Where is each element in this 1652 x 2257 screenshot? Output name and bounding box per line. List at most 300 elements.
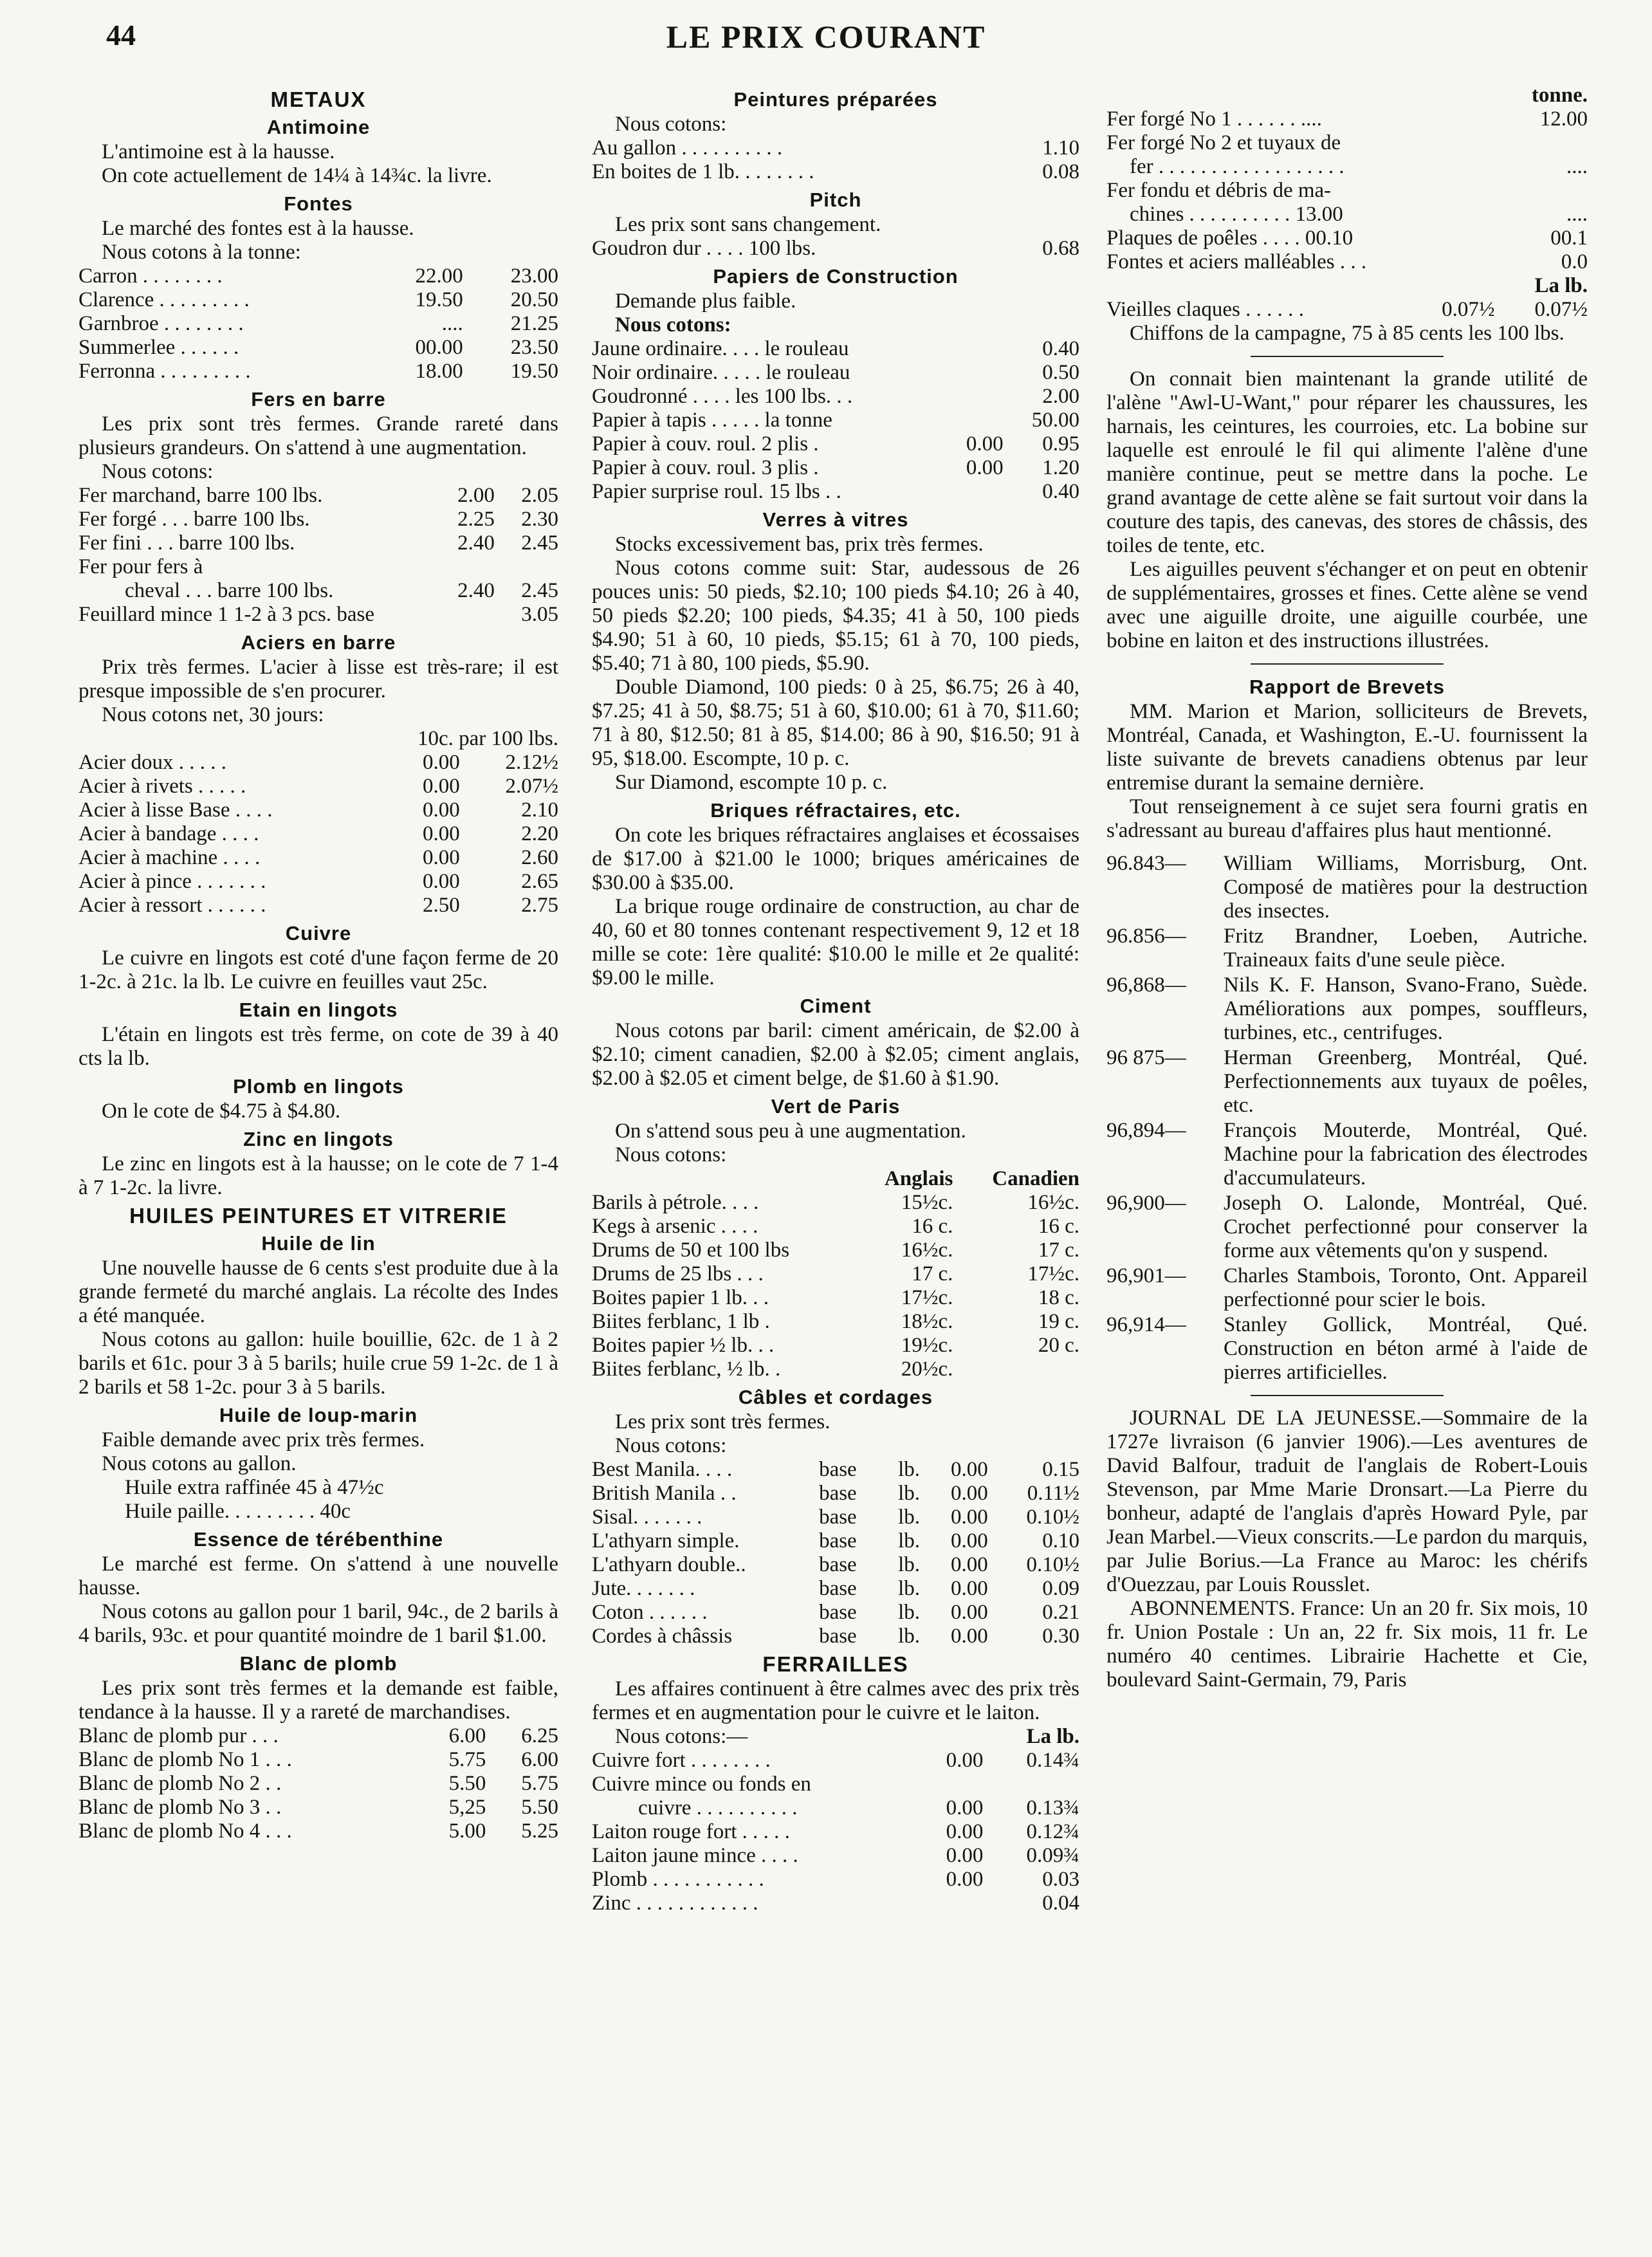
heading-peintures: Peintures préparées [733, 88, 938, 111]
price-low: 0.00 [422, 798, 460, 822]
paragraph: Une nouvelle hausse de 6 cents s'est produite due à la grande fermeté du marché anglais. La récolte des Indes a été manquée. [78, 1257, 558, 1327]
table-row [592, 1796, 1079, 1820]
row-label: Fer fini . . . barre 100 lbs. [78, 531, 295, 555]
price-high: 21.25 [510, 312, 558, 335]
price-high: 0.14¾ [1026, 1749, 1079, 1772]
price-high: 19.50 [510, 360, 558, 383]
price-high: 5.25 [521, 1819, 558, 1843]
table-row [78, 603, 558, 627]
price-low: 5.75 [448, 1748, 486, 1771]
price-low: 0.00 [946, 1749, 984, 1772]
price-line: Huile paille. . . . . . . . . 40c [125, 1500, 351, 1523]
row-label: Papier surprise roul. 15 lbs . . [592, 480, 841, 503]
unit-base: base [819, 1482, 857, 1505]
price-high: 0.04 [1042, 1892, 1079, 1915]
paragraph: L'étain en lingots est très ferme, on cote de 39 à 40 cts la lb. [78, 1023, 558, 1070]
table-row [592, 1310, 1079, 1334]
table-row [592, 136, 1079, 160]
row-label: Fer pour fers à [78, 555, 203, 578]
table-row [78, 508, 558, 531]
price-canadien: 17 c. [1038, 1239, 1079, 1262]
price-anglais: 20½c. [901, 1358, 953, 1381]
price-high: 2.20 [521, 822, 558, 845]
price-low: 0.00 [422, 822, 460, 845]
unit-lb: lb. [898, 1529, 921, 1552]
patent-number: 96,894— [1106, 1119, 1186, 1142]
table-row [78, 1796, 558, 1819]
row-label: Biites ferblanc, ½ lb. . [592, 1358, 781, 1381]
row-label: Ferronna . . . . . . . . . [78, 360, 251, 383]
row-label: Barils à pétrole. . . . [592, 1191, 759, 1214]
row-label: Acier à bandage . . . . [78, 822, 259, 845]
row-label: Best Manila. . . . [592, 1458, 733, 1481]
price-high: 0.10½ [1026, 1506, 1079, 1529]
column-left [78, 84, 558, 1843]
table-row [592, 1553, 1079, 1577]
table-row [592, 361, 1079, 385]
price: 12.00 [1539, 107, 1588, 131]
price-low [941, 361, 1003, 385]
table-row [78, 579, 558, 603]
price-canadien: 18 c. [1038, 1286, 1079, 1309]
subheading: Nous cotons: [615, 1143, 727, 1166]
row-label: Plaques de poêles . . . . 00.10 [1106, 226, 1354, 250]
row-label: Papier à tapis . . . . . la tonne [592, 409, 832, 432]
list-item [1106, 925, 1588, 972]
unit-label: La lb. [1026, 1725, 1079, 1748]
list-item [1106, 973, 1588, 1045]
unit-lb: lb. [898, 1601, 921, 1624]
unit-lb: lb. [898, 1577, 921, 1600]
column-header: Canadien [992, 1167, 1079, 1190]
table-row [78, 1724, 558, 1748]
price-table-fer-forge [1106, 107, 1588, 274]
table-row [592, 480, 1079, 504]
unit-lb: lb. [898, 1482, 921, 1505]
heading-papiers: Papiers de Construction [713, 265, 959, 288]
heading-fontes: Fontes [284, 192, 353, 215]
price-anglais: 15½c. [901, 1191, 953, 1214]
unit-label: tonne. [1531, 84, 1588, 107]
unit-base: base [819, 1625, 857, 1648]
column-right [1106, 84, 1588, 1692]
table-row [1106, 179, 1588, 203]
table-row [1106, 131, 1588, 155]
paragraph: Les prix sont très fermes et la demande est faible, tendance à la hausse. Il y a rareté de marchandises. [78, 1677, 558, 1724]
table-row [1106, 107, 1588, 131]
table-row [592, 1262, 1079, 1286]
price-low: 0.00 [951, 1625, 988, 1648]
heading-terebenthine: Essence de térébenthine [193, 1528, 444, 1551]
row-label: Clarence . . . . . . . . . [78, 288, 250, 311]
price: 0.68 [1042, 237, 1079, 260]
price-high: 2.05 [521, 484, 558, 507]
row-label: Coton . . . . . . [592, 1601, 708, 1624]
paragraph: Les prix sont très fermes. [615, 1410, 831, 1433]
row-label: Fer forgé No 2 et tuyaux de [1106, 131, 1341, 154]
price-high: 0.21 [1042, 1601, 1079, 1624]
price-high: 1.20 [1042, 456, 1079, 479]
row-label: Blanc de plomb No 3 . . [78, 1796, 282, 1819]
table-row [1106, 250, 1588, 274]
divider [1251, 1395, 1444, 1396]
paragraph: Faible demande avec prix très fermes. [102, 1428, 425, 1451]
price-low: 00.00 [415, 336, 463, 359]
price-high: 0.95 [1042, 432, 1079, 456]
price-low [941, 337, 1003, 361]
price-table-vert [592, 1167, 1079, 1381]
unit-base: base [819, 1601, 857, 1624]
unit-base: base [819, 1553, 857, 1576]
paragraph: On s'attend sous peu à une augmentation. [615, 1119, 966, 1143]
price-high: 0.10½ [1026, 1553, 1079, 1576]
price-table-fontes [78, 264, 558, 383]
row-label: cheval . . . barre 100 lbs. [125, 579, 334, 602]
row-label: Summerlee . . . . . . [78, 336, 239, 359]
paragraph: Nous cotons par baril: ciment américain, de $2.00 à $2.10; ciment canadien, $2.00 à $2.05; ciment anglais, $2.00 à $2.05 et ciment belge, de $1.60 à $1.90. [592, 1019, 1079, 1090]
row-label: Fer fondu et débris de ma- [1106, 179, 1332, 202]
table-row [592, 409, 1079, 432]
price-low: 0.00 [422, 751, 460, 774]
subheading: Nous cotons:— [615, 1725, 748, 1748]
price-low: 5.50 [448, 1772, 486, 1795]
table-row [78, 775, 558, 798]
table-row [78, 870, 558, 894]
unit-label: La lb. [1534, 274, 1588, 297]
price [1501, 131, 1588, 155]
table-row [1106, 203, 1588, 226]
price-low: 0.00 [946, 1844, 984, 1867]
table-row [78, 798, 558, 822]
table-row [78, 288, 558, 312]
table-row [592, 1334, 1079, 1358]
row-label: Noir ordinaire. . . . . le rouleau [592, 361, 850, 384]
unit-lb: lb. [898, 1458, 921, 1481]
row-label: chines . . . . . . . . . . 13.00 [1130, 203, 1343, 226]
divider [1251, 356, 1444, 357]
table-row [78, 1748, 558, 1772]
unit-lb: lb. [898, 1506, 921, 1529]
row-label: Drums de 25 lbs . . . [592, 1262, 764, 1285]
patent-text: Herman Greenberg, Montréal, Qué. Perfectionnements aux tuyaux de poêles, etc. [1224, 1046, 1588, 1117]
row-label: Fer marchand, barre 100 lbs. [78, 484, 323, 507]
price-canadien: 16 c. [1038, 1215, 1079, 1238]
price-low: 0.07½ [1442, 298, 1495, 321]
table-row [1106, 298, 1588, 322]
price-high: 2.75 [521, 894, 558, 917]
table-row [78, 336, 558, 360]
price: .... [1566, 203, 1588, 226]
table-row [592, 160, 1079, 184]
row-label: Acier à lisse Base . . . . [78, 798, 273, 822]
row-label: Garnbroe . . . . . . . . [78, 312, 244, 335]
heading-briques: Briques réfractaires, etc. [710, 799, 961, 822]
table-row [592, 1601, 1079, 1625]
row-label: Acier à rivets . . . . . [78, 775, 246, 798]
table-row [592, 432, 1079, 456]
price-high: 0.30 [1042, 1625, 1079, 1648]
patent-number: 96.843— [1106, 852, 1186, 875]
price-low: 2.40 [457, 579, 495, 602]
subheading: Nous cotons: [615, 113, 727, 136]
price: 0.08 [1042, 160, 1079, 183]
price-low: .... [441, 312, 463, 335]
row-label: Boites papier ½ lb. . . [592, 1334, 775, 1357]
row-label: Fer forgé . . . barre 100 lbs. [78, 508, 310, 531]
list-item [1106, 1192, 1588, 1263]
price-high: 0.13¾ [1026, 1796, 1079, 1819]
table-row [592, 1358, 1079, 1381]
paragraph: Nous cotons au gallon. [102, 1452, 297, 1475]
paragraph: Le zinc en lingots est à la hausse; on le cote de 7 1-4 à 7 1-2c. la livre. [78, 1152, 558, 1199]
paragraph: On cote les briques réfractaires anglaises et écossaises de $17.00 à $21.00 le 1000; briques américaines de $30.00 à $35.00. [592, 824, 1079, 894]
paragraph: Nous cotons au gallon pour 1 baril, 94c., de 2 barils à 4 barils, 93c. et pour quantité moindre de 1 baril $1.00. [78, 1600, 558, 1647]
price-high: 6.25 [521, 1724, 558, 1747]
row-label: Blanc de plomb No 2 . . [78, 1772, 282, 1795]
list-item [1106, 1119, 1588, 1190]
table-row [1106, 155, 1588, 179]
price-low: 0.00 [951, 1577, 988, 1600]
section-heading-metaux: METAUX [270, 88, 367, 111]
price-low: 0.00 [951, 1458, 988, 1481]
row-label: Fontes et aciers malléables . . . [1106, 250, 1367, 273]
price-low: 0.00 [951, 1506, 988, 1529]
price-low: 19.50 [415, 288, 463, 311]
price-high: 6.00 [521, 1748, 558, 1771]
table-row [78, 531, 558, 555]
paragraph: On le cote de $4.75 à $4.80. [102, 1100, 341, 1123]
price-low [941, 480, 1003, 504]
table-row [78, 1772, 558, 1796]
paragraph: Le marché est ferme. On s'attend à une nouvelle hausse. [78, 1552, 558, 1599]
heading-zinc: Zinc en lingots [243, 1128, 394, 1150]
price-high: 23.00 [510, 264, 558, 288]
row-label: Au gallon . . . . . . . . . . [592, 136, 783, 160]
paragraph: On cote actuellement de 14¼ à 14¾c. la livre. [102, 164, 492, 187]
price-anglais: 17 c. [912, 1262, 953, 1285]
price-table-cables [592, 1458, 1079, 1648]
paragraph: MM. Marion et Marion, solliciteurs de Brevets, Montréal, Canada, et Washington, E.-U. fournissent la liste suivante de brevets canadiens obtenus par leur entremise durant la semaine dernière. [1106, 700, 1588, 795]
price-table-claques [1106, 298, 1588, 322]
heading-antimoine: Antimoine [266, 116, 371, 138]
row-label: Blanc de plomb pur . . . [78, 1724, 279, 1747]
unit-lb: lb. [898, 1553, 921, 1576]
price-table-fers [78, 484, 558, 627]
row-label: L'athyarn double.. [592, 1553, 746, 1576]
price-high: 2.10 [521, 798, 558, 822]
row-label: Blanc de plomb No 1 . . . [78, 1748, 292, 1771]
table-header-row [592, 1725, 1079, 1749]
price: .... [1566, 155, 1588, 178]
heading-ciment: Ciment [800, 995, 872, 1017]
price-table-aciers [78, 751, 558, 917]
section-heading-ferrailles: FERRAILLES [762, 1652, 909, 1676]
price-canadien: 20 c. [1038, 1334, 1079, 1357]
price-low: 2.40 [457, 531, 495, 555]
page-number: 44 [106, 19, 136, 51]
heading-vert-de-paris: Vert de Paris [771, 1095, 901, 1118]
price-low: 2.50 [422, 894, 460, 917]
paragraph: Les aiguilles peuvent s'échanger et on peut en obtenir de supplémentaires, grosses et fines. Cette alène se vend avec une aiguille droite, une aiguille courbée, une bobine en laiton et des instructions illustrées. [1106, 558, 1588, 652]
row-label: Papier à couv. roul. 2 plis . [592, 432, 819, 456]
row-label: Kegs à arsenic . . . . [592, 1215, 758, 1238]
paragraph: Les prix sont très fermes. Grande rareté dans plusieurs grandeurs. On s'attend à une augmentation. [78, 412, 558, 459]
price-low: 0.00 [951, 1482, 988, 1505]
paragraph: Nous cotons à la tonne: [102, 241, 301, 264]
heading-etain: Etain en lingots [239, 999, 398, 1021]
table-row [592, 1286, 1079, 1310]
price-high: 2.30 [521, 508, 558, 531]
row-label: Blanc de plomb No 4 . . . [78, 1819, 292, 1843]
patent-text: Charles Stambois, Toronto, Ont. Appareil perfectionné pour scier le bois. [1224, 1264, 1588, 1311]
row-label: Jute. . . . . . . [592, 1577, 695, 1600]
table-row [78, 555, 558, 579]
price-low [941, 385, 1003, 409]
row-label: Goudron dur . . . . 100 lbs. [592, 237, 816, 260]
paragraph: Demande plus faible. [615, 290, 796, 313]
row-label: cuivre . . . . . . . . . . [638, 1796, 798, 1819]
table-row [592, 1749, 1079, 1773]
price-high: 5.50 [521, 1796, 558, 1819]
price-anglais: 18½c. [901, 1310, 953, 1333]
price-high: 0.09¾ [1026, 1844, 1079, 1867]
price [1501, 179, 1588, 203]
price-low: 18.00 [415, 360, 463, 383]
paragraph: Tout renseignement à ce sujet sera fourni gratis en s'adressant au bureau d'affaires plus haut mentionné. [1106, 795, 1588, 842]
table-row [592, 1482, 1079, 1506]
row-label: Sisal. . . . . . . [592, 1506, 702, 1529]
table-row [592, 1820, 1079, 1844]
paragraph: Chiffons de la campagne, 75 à 85 cents les 100 lbs. [1130, 322, 1565, 345]
table-row [592, 1458, 1079, 1482]
paragraph: Stocks excessivement bas, prix très fermes. [615, 533, 984, 556]
patent-number: 96.856— [1106, 925, 1186, 948]
patent-text: William Williams, Morrisburg, Ont. Composé de matières pour la destruction des insectes. [1224, 852, 1588, 923]
price-high: 0.12¾ [1026, 1820, 1079, 1843]
unit-base: base [819, 1577, 857, 1600]
table-row [592, 385, 1079, 409]
price-low: 5,25 [448, 1796, 486, 1819]
price-high: 0.40 [1042, 337, 1079, 360]
paragraph: Prix très fermes. L'acier à lisse est très-rare; il est presque impossible de s'en procurer. [78, 656, 558, 703]
patent-text: Joseph O. Lalonde, Montréal, Qué. Crochet perfectionné pour conserver la forme aux vêtements qu'on y suspend. [1224, 1192, 1588, 1262]
price-low: 6.00 [448, 1724, 486, 1747]
unit-base: base [819, 1458, 857, 1481]
list-item [1106, 1046, 1588, 1118]
price-canadien: 19 c. [1038, 1310, 1079, 1333]
row-label: Drums de 50 et 100 lbs [592, 1239, 790, 1262]
price-low [912, 1892, 983, 1915]
table-row [1106, 226, 1588, 250]
paragraph: Les affaires continuent à être calmes avec des prix très fermes et en augmentation pour le cuivre et le laiton. [592, 1677, 1079, 1724]
paragraph: Les prix sont sans changement. [615, 213, 881, 236]
price-low: 0.00 [951, 1529, 988, 1552]
price-canadien: 17½c. [1027, 1262, 1079, 1285]
price-low: 22.00 [415, 264, 463, 288]
row-label: En boites de 1 lb. . . . . . . . [592, 160, 814, 183]
price-anglais: 19½c. [901, 1334, 953, 1357]
patent-number: 96 875— [1106, 1046, 1186, 1069]
table-row [592, 1506, 1079, 1529]
table-row [78, 1819, 558, 1843]
table-row [592, 337, 1079, 361]
price-high: 2.45 [521, 579, 558, 602]
subheading: Nous cotons: [102, 460, 214, 483]
price-high: 0.03 [1042, 1868, 1079, 1891]
price-high: 0.11½ [1027, 1482, 1079, 1505]
table-row [78, 264, 558, 288]
price-low: 0.00 [422, 870, 460, 893]
column-header: Anglais [884, 1167, 953, 1190]
patent-text: François Mouterde, Montréal, Qué. Machine pour la fabrication des électrodes d'accumulateurs. [1224, 1119, 1588, 1190]
row-label: Acier à ressort . . . . . . [78, 894, 266, 917]
price-low: 0.00 [422, 775, 460, 798]
price-high: 0.07½ [1534, 298, 1588, 321]
table-row [78, 822, 558, 846]
price-low: 0.00 [951, 1601, 988, 1624]
patent-number: 96,900— [1106, 1192, 1186, 1215]
patent-number: 96,914— [1106, 1313, 1186, 1336]
row-label: Laiton rouge fort . . . . . [592, 1820, 790, 1843]
row-label: British Manila . . [592, 1482, 737, 1505]
table-row [592, 1529, 1079, 1553]
price-line: Huile extra raffinée 45 à 47½c [125, 1476, 384, 1499]
column-middle [592, 84, 1079, 1915]
table-row [78, 360, 558, 383]
price-high: 3.05 [521, 603, 558, 626]
list-item [1106, 1264, 1588, 1312]
price-high: 0.50 [1042, 361, 1079, 384]
paragraph: Sur Diamond, escompte 10 p. c. [615, 771, 888, 794]
price-high: 0.40 [1042, 480, 1079, 503]
divider [1251, 663, 1444, 665]
unit-base: base [819, 1506, 857, 1529]
subheading: Nous cotons: [615, 1434, 727, 1457]
list-item [1106, 852, 1588, 923]
table-row [592, 1868, 1079, 1892]
row-label: Acier à pince . . . . . . . [78, 870, 266, 893]
price-high: 2.00 [1042, 385, 1079, 408]
paragraph: Le cuivre en lingots est coté d'une façon ferme de 20 1-2c. à 21c. la lb. Le cuivre en feuilles vaut 25c. [78, 946, 558, 993]
row-label: Goudronné . . . . les 100 lbs. . . [592, 385, 853, 408]
price: 0.0 [1561, 250, 1588, 273]
price: 1.10 [1042, 136, 1079, 160]
row-label: Cuivre fort . . . . . . . . [592, 1749, 771, 1772]
row-label: Fer forgé No 1 . . . . . . .... [1106, 107, 1322, 131]
table-row [592, 1773, 1079, 1796]
table-row [592, 456, 1079, 480]
heading-lin: Huile de lin [261, 1232, 376, 1255]
unit-base: base [819, 1529, 857, 1552]
table-row [78, 484, 558, 508]
price-low [941, 409, 1003, 432]
paragraph: Le marché des fontes est à la hausse. [102, 217, 414, 240]
row-label: Laiton jaune mince . . . . [592, 1844, 798, 1867]
row-label: Cordes à châssis [592, 1625, 733, 1648]
price-low: 0.00 [422, 846, 460, 869]
row-label: Acier à machine . . . . [78, 846, 261, 869]
price-high: 2.07½ [505, 775, 558, 798]
price-high: 2.45 [521, 531, 558, 555]
price-low: 0.00 [946, 1820, 984, 1843]
table-row [592, 237, 1079, 261]
price-canadien: 16½c. [1027, 1191, 1079, 1214]
price-table-papiers [592, 337, 1079, 504]
heading-plomb: Plomb en lingots [233, 1075, 404, 1098]
price-high: 23.50 [510, 336, 558, 359]
paragraph: Nous cotons au gallon: huile bouillie, 62c. de 1 à 2 barils et 61c. pour 3 à 5 barils; huile crue 59 1-2c. de 1 à 2 barils et 58 1-2c. pour 3 à 5 barils. [78, 1328, 558, 1399]
price-high: 0.15 [1042, 1458, 1079, 1481]
